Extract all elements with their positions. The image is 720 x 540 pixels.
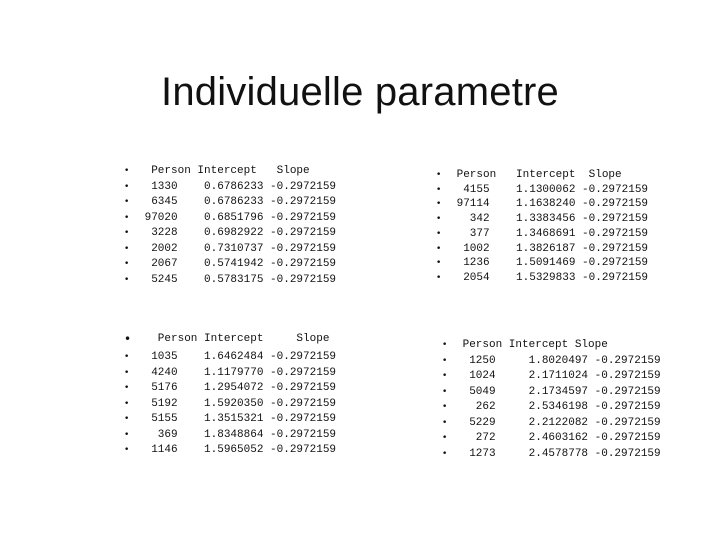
bullet: • [442, 448, 448, 459]
bullet: • [124, 274, 130, 285]
bullet: • [436, 184, 442, 195]
bullet: • [124, 429, 130, 440]
bullet: • [436, 228, 442, 239]
bullet: • [442, 417, 448, 428]
table-row-text: 5229 2.2122082 -0.2972159 [456, 416, 661, 429]
table-row-text: 4240 1.1179770 -0.2972159 [138, 366, 337, 379]
table-row-text: 2054 1.5329833 -0.2972159 [450, 271, 649, 284]
bullet: • [436, 272, 442, 283]
bullet: • [124, 352, 130, 362]
bullet: • [442, 386, 448, 397]
table-bottom-right [442, 338, 682, 468]
table-row-text: 5155 1.3515321 -0.2972159 [138, 413, 337, 425]
bullet: • [124, 197, 130, 207]
bullet: • [124, 367, 130, 378]
table-row-text: 6345 0.6786233 -0.2972159 [138, 196, 337, 208]
bullet: • [436, 258, 442, 269]
table-row-text: 272 2.4603162 -0.2972159 [456, 432, 661, 444]
table-row-text: 5245 0.5783175 -0.2972159 [138, 273, 337, 286]
table-row-text: 1330 0.6786233 -0.2972159 [138, 180, 337, 193]
bullet: • [124, 332, 132, 346]
table-header: Person Intercept Slope [138, 333, 330, 345]
bullet: • [124, 383, 130, 393]
bullet: • [124, 212, 130, 223]
bullet: • [124, 181, 130, 192]
bullet: • [124, 228, 130, 238]
bullet: • [436, 170, 442, 180]
table-bottom-left [124, 332, 364, 462]
bullet: • [124, 166, 130, 176]
table-row-text: 1273 2.4578778 -0.2972159 [456, 447, 661, 460]
table-top-right [436, 168, 676, 293]
bullet: • [436, 214, 442, 225]
table-row-text: 5049 2.1734597 -0.2972159 [456, 385, 661, 398]
table-row-text: 3228 0.6982922 -0.2972159 [138, 227, 337, 239]
table-top-left [124, 164, 364, 289]
table-row-text: 342 1.3383456 -0.2972159 [450, 213, 649, 226]
table-header: Person Intercept Slope [138, 165, 310, 177]
bullet: • [436, 199, 442, 210]
bullet: • [124, 398, 130, 409]
table-row-text: 369 1.8348864 -0.2972159 [138, 428, 337, 441]
table-row-text: 97114 1.1638240 -0.2972159 [450, 198, 649, 211]
table-row-text: 5176 1.2954072 -0.2972159 [138, 382, 337, 394]
table-header: Person Intercept Slope [456, 339, 608, 351]
table-row-text: 377 1.3468691 -0.2972159 [450, 227, 649, 240]
bullet: • [442, 402, 448, 412]
table-header: Person Intercept Slope [450, 169, 622, 181]
table-row-text: 97020 0.6851796 -0.2972159 [138, 211, 337, 224]
bullet: • [442, 371, 448, 381]
bullet: • [442, 355, 448, 366]
table-row-text: 1024 2.1711024 -0.2972159 [456, 370, 661, 382]
table-row-text: 1146 1.5965052 -0.2972159 [138, 444, 337, 456]
bullet: • [124, 243, 130, 254]
table-row-text: 5192 1.5920350 -0.2972159 [138, 397, 337, 410]
table-row-text: 1250 1.8020497 -0.2972159 [456, 354, 661, 367]
bullet: • [124, 414, 130, 424]
table-row-text: 1035 1.6462484 -0.2972159 [138, 351, 337, 363]
table-row-text: 2002 0.7310737 -0.2972159 [138, 242, 337, 255]
bullet: • [442, 433, 448, 443]
slide-title: Individuelle parametre [161, 70, 559, 114]
table-row-text: 1236 1.5091469 -0.2972159 [450, 257, 649, 270]
bullet: • [442, 340, 448, 350]
bullet: • [436, 243, 442, 254]
table-row-text: 262 2.5346198 -0.2972159 [456, 401, 661, 413]
bullet: • [124, 445, 130, 455]
bullet: • [124, 259, 130, 269]
table-row-text: 1002 1.3826187 -0.2972159 [450, 242, 649, 255]
table-row-text: 2067 0.5741942 -0.2972159 [138, 258, 337, 270]
table-row-text: 4155 1.1300062 -0.2972159 [450, 183, 649, 196]
